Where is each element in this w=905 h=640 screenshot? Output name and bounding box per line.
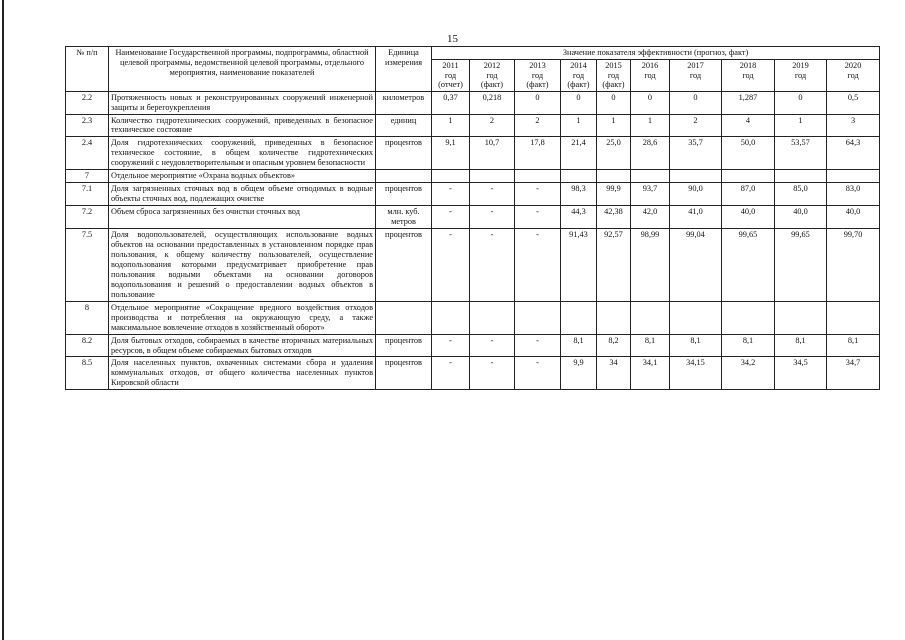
header-number: № п/п (66, 47, 109, 92)
row-value (775, 170, 827, 183)
row-number: 8.2 (66, 334, 109, 357)
header-name: Наименование Государственной программы, подпрограммы, областной целевой программы, ведомственной целевой программы, отдельного мероприятия, наименование показателей (109, 47, 376, 92)
row-value (827, 301, 880, 334)
row-unit: млн. куб. метров (376, 206, 432, 229)
header-year-line: 2016 (641, 61, 659, 70)
row-value: 93,7 (631, 183, 670, 206)
row-number: 8.5 (66, 357, 109, 390)
row-value: 4 (722, 114, 775, 137)
row-value: - (432, 206, 470, 229)
header-year-2014 (561, 60, 597, 92)
row-indicator-name: Количество гидротехнических сооружений, приведенных в безопасное техническое состояние (109, 114, 376, 137)
row-value: 3 (827, 114, 880, 137)
table-row (66, 334, 880, 357)
header-year-line: 2013 (529, 61, 546, 70)
row-value: - (470, 334, 515, 357)
row-value (827, 170, 880, 183)
row-value: 2 (470, 114, 515, 137)
row-value (670, 170, 722, 183)
row-value (631, 301, 670, 334)
row-value: 91,43 (561, 229, 597, 302)
row-value: 9,1 (432, 137, 470, 170)
header-year-line: год (531, 70, 544, 80)
row-value: 41,0 (670, 206, 722, 229)
row-value: 50,0 (722, 137, 775, 170)
row-value: 0,5 (827, 91, 880, 114)
row-value: 34,7 (827, 357, 880, 390)
row-value: 64,3 (827, 137, 880, 170)
row-value: - (515, 357, 561, 390)
row-value: - (432, 183, 470, 206)
table-body (66, 91, 880, 390)
row-value: - (515, 206, 561, 229)
row-value: 0 (561, 91, 597, 114)
row-value: 90,0 (670, 183, 722, 206)
row-value: 8,1 (631, 334, 670, 357)
header-unit: Единица измерения (376, 47, 432, 92)
row-value: - (470, 229, 515, 302)
row-value: 0 (670, 91, 722, 114)
header-year-line: 2020 (844, 61, 862, 70)
table-row (66, 114, 880, 137)
header-year-2015 (597, 60, 631, 92)
header-year-2017 (670, 60, 722, 92)
row-value: - (432, 357, 470, 390)
row-number: 8 (66, 301, 109, 334)
row-unit (376, 170, 432, 183)
header-year-line: (отчет) (438, 80, 463, 90)
table-row (66, 357, 880, 390)
row-value: 99,04 (670, 229, 722, 302)
row-value: 0 (597, 91, 631, 114)
row-value: 25,0 (597, 137, 631, 170)
row-value (470, 301, 515, 334)
row-value: - (432, 334, 470, 357)
header-year-line: 2014 (570, 61, 587, 70)
row-value: 98,3 (561, 183, 597, 206)
row-value: 42,0 (631, 206, 670, 229)
row-value: - (470, 183, 515, 206)
row-value: 0 (775, 91, 827, 114)
row-value: - (515, 334, 561, 357)
row-indicator-name: Доля населенных пунктов, охваченных системами сбора и удаления коммунальных отходов, от общего количества населенных пунктов Кировской области (109, 357, 376, 390)
row-value: 40,0 (722, 206, 775, 229)
row-value: 2 (670, 114, 722, 137)
row-unit: единиц (376, 114, 432, 137)
row-value (670, 301, 722, 334)
row-value: 99,70 (827, 229, 880, 302)
row-indicator-name: Объем сброса загрязненных без очистки сточных вод (109, 206, 376, 229)
header-year-line: 2015 (605, 61, 622, 70)
page-number: 15 (447, 33, 458, 45)
header-year-line: 2012 (483, 61, 501, 70)
table-row (66, 206, 880, 229)
row-value: 83,0 (827, 183, 880, 206)
row-value: 0,218 (470, 91, 515, 114)
row-value: 0 (515, 91, 561, 114)
row-value: 98,99 (631, 229, 670, 302)
row-indicator-name: Доля загрязненных сточных вод в общем объеме отводимых в водные объекты сточных вод, подлежащих очистке (109, 183, 376, 206)
row-unit (376, 301, 432, 334)
row-value: 0,37 (432, 91, 470, 114)
header-values-group: Значение показателя эффективности (прогноз, факт) (432, 47, 880, 60)
row-value: 34,1 (631, 357, 670, 390)
table-row (66, 183, 880, 206)
header-year-line (829, 80, 877, 90)
row-value: 0 (631, 91, 670, 114)
row-value: 87,0 (722, 183, 775, 206)
row-value: 42,38 (597, 206, 631, 229)
header-year-line: год (794, 70, 807, 80)
table-row (66, 91, 880, 114)
header-year-line (633, 80, 667, 90)
header-year-line: 2018 (739, 61, 757, 70)
row-number: 7 (66, 170, 109, 183)
header-year-2018 (722, 60, 775, 92)
row-value: - (470, 206, 515, 229)
header-year-2012 (470, 60, 515, 92)
row-value (722, 170, 775, 183)
row-value (561, 170, 597, 183)
row-value (722, 301, 775, 334)
row-indicator-name: Доля водопользователей, осуществляющих использование водных объектов на основании предоставленных в установленном порядке прав пользования, к общему количеству пользователей, осуществление водопользования которыми предусматривает приобретение прав пользования водными объектами на основании договоров водопользования и решений о предоставлении водных объектов в пользование (109, 229, 376, 302)
row-value: 8,2 (597, 334, 631, 357)
row-value: 34,15 (670, 357, 722, 390)
row-value: 53,57 (775, 137, 827, 170)
row-value: 2 (515, 114, 561, 137)
row-value (775, 301, 827, 334)
row-unit: процентов (376, 334, 432, 357)
header-year-line (724, 80, 772, 90)
row-value: 1 (597, 114, 631, 137)
header-year-line: 2011 (442, 61, 459, 70)
row-number: 2.2 (66, 91, 109, 114)
header-year-2019 (775, 60, 827, 92)
header-year-2016 (631, 60, 670, 92)
row-unit: процентов (376, 229, 432, 302)
row-number: 7.1 (66, 183, 109, 206)
scan-edge-line (2, 0, 4, 640)
indicator-table (65, 46, 880, 390)
row-value: 92,57 (597, 229, 631, 302)
row-value: 8,1 (561, 334, 597, 357)
row-value: 85,0 (775, 183, 827, 206)
row-indicator-name: Протяженность новых и реконструированных сооружений инженерной защиты и берегоукрепления (109, 91, 376, 114)
row-value: 8,1 (722, 334, 775, 357)
row-value (432, 301, 470, 334)
header-year-line: (факт) (567, 80, 590, 90)
row-value: - (515, 229, 561, 302)
row-unit: процентов (376, 357, 432, 390)
row-value: 1 (775, 114, 827, 137)
row-value: 44,3 (561, 206, 597, 229)
header-year-2011 (432, 60, 470, 92)
row-value: 1,287 (722, 91, 775, 114)
row-indicator-name: Отдельное мероприятие «Охрана водных объектов» (109, 170, 376, 183)
row-value: 8,1 (670, 334, 722, 357)
header-year-line (777, 80, 824, 90)
header-year-line: год (444, 70, 457, 80)
row-number: 7.2 (66, 206, 109, 229)
row-value: 17,8 (515, 137, 561, 170)
row-value: 21,4 (561, 137, 597, 170)
row-unit: процентов (376, 137, 432, 170)
row-number: 7.5 (66, 229, 109, 302)
row-number: 2.4 (66, 137, 109, 170)
row-value: - (515, 183, 561, 206)
header-year-line: 2019 (792, 61, 809, 70)
header-year-line: 2017 (687, 61, 704, 70)
header-year-line: (факт) (602, 80, 625, 90)
row-value: 9,9 (561, 357, 597, 390)
row-value: 40,0 (827, 206, 880, 229)
header-year-line: год (572, 70, 585, 80)
row-value: 1 (631, 114, 670, 137)
row-value: 40,0 (775, 206, 827, 229)
row-value (631, 170, 670, 183)
row-value (515, 170, 561, 183)
row-value: 28,6 (631, 137, 670, 170)
table-row (66, 229, 880, 302)
header-year-2020 (827, 60, 880, 92)
row-value: 34,5 (775, 357, 827, 390)
header-year-line: (факт) (526, 80, 549, 90)
row-value: 1 (561, 114, 597, 137)
row-value: 99,65 (722, 229, 775, 302)
row-value: 35,7 (670, 137, 722, 170)
row-unit: километров (376, 91, 432, 114)
row-value: 10,7 (470, 137, 515, 170)
header-year-line: год (742, 70, 754, 80)
header-year-line: год (847, 70, 859, 80)
row-number: 2.3 (66, 114, 109, 137)
row-indicator-name: Доля бытовых отходов, собираемых в качестве вторичных материальных ресурсов, в общем объеме собираемых бытовых отходов (109, 334, 376, 357)
row-indicator-name: Доля гидротехнических сооружений, приведенных в безопасное техническое состояние, в общем количестве гидротехнических сооружений с неудовлетворительным и опасным уровнем безопасности (109, 137, 376, 170)
header-year-line: год (486, 70, 498, 80)
row-value: 8,1 (775, 334, 827, 357)
row-unit: процентов (376, 183, 432, 206)
row-indicator-name: Отдельное мероприятие «Сокращение вредного воздействия отходов производства и потребления на окружающую среду, а также максимальное вовлечение отходов в хозяйственный оборот» (109, 301, 376, 334)
table-row (66, 170, 880, 183)
header-year-2013 (515, 60, 561, 92)
row-value: - (432, 229, 470, 302)
row-value (432, 170, 470, 183)
row-value: 99,65 (775, 229, 827, 302)
header-year-line: год (607, 70, 620, 80)
row-value: 34,2 (722, 357, 775, 390)
header-year-line: год (644, 70, 656, 80)
row-value (597, 170, 631, 183)
header-year-line: год (689, 70, 702, 80)
row-value: 1 (432, 114, 470, 137)
row-value: 99,9 (597, 183, 631, 206)
table-row (66, 301, 880, 334)
row-value: - (470, 357, 515, 390)
row-value (470, 170, 515, 183)
header-year-line: (факт) (480, 80, 504, 90)
row-value: 8,1 (827, 334, 880, 357)
row-value (515, 301, 561, 334)
row-value (597, 301, 631, 334)
header-year-line (672, 80, 719, 90)
row-value: 34 (597, 357, 631, 390)
table-row (66, 137, 880, 170)
row-value (561, 301, 597, 334)
